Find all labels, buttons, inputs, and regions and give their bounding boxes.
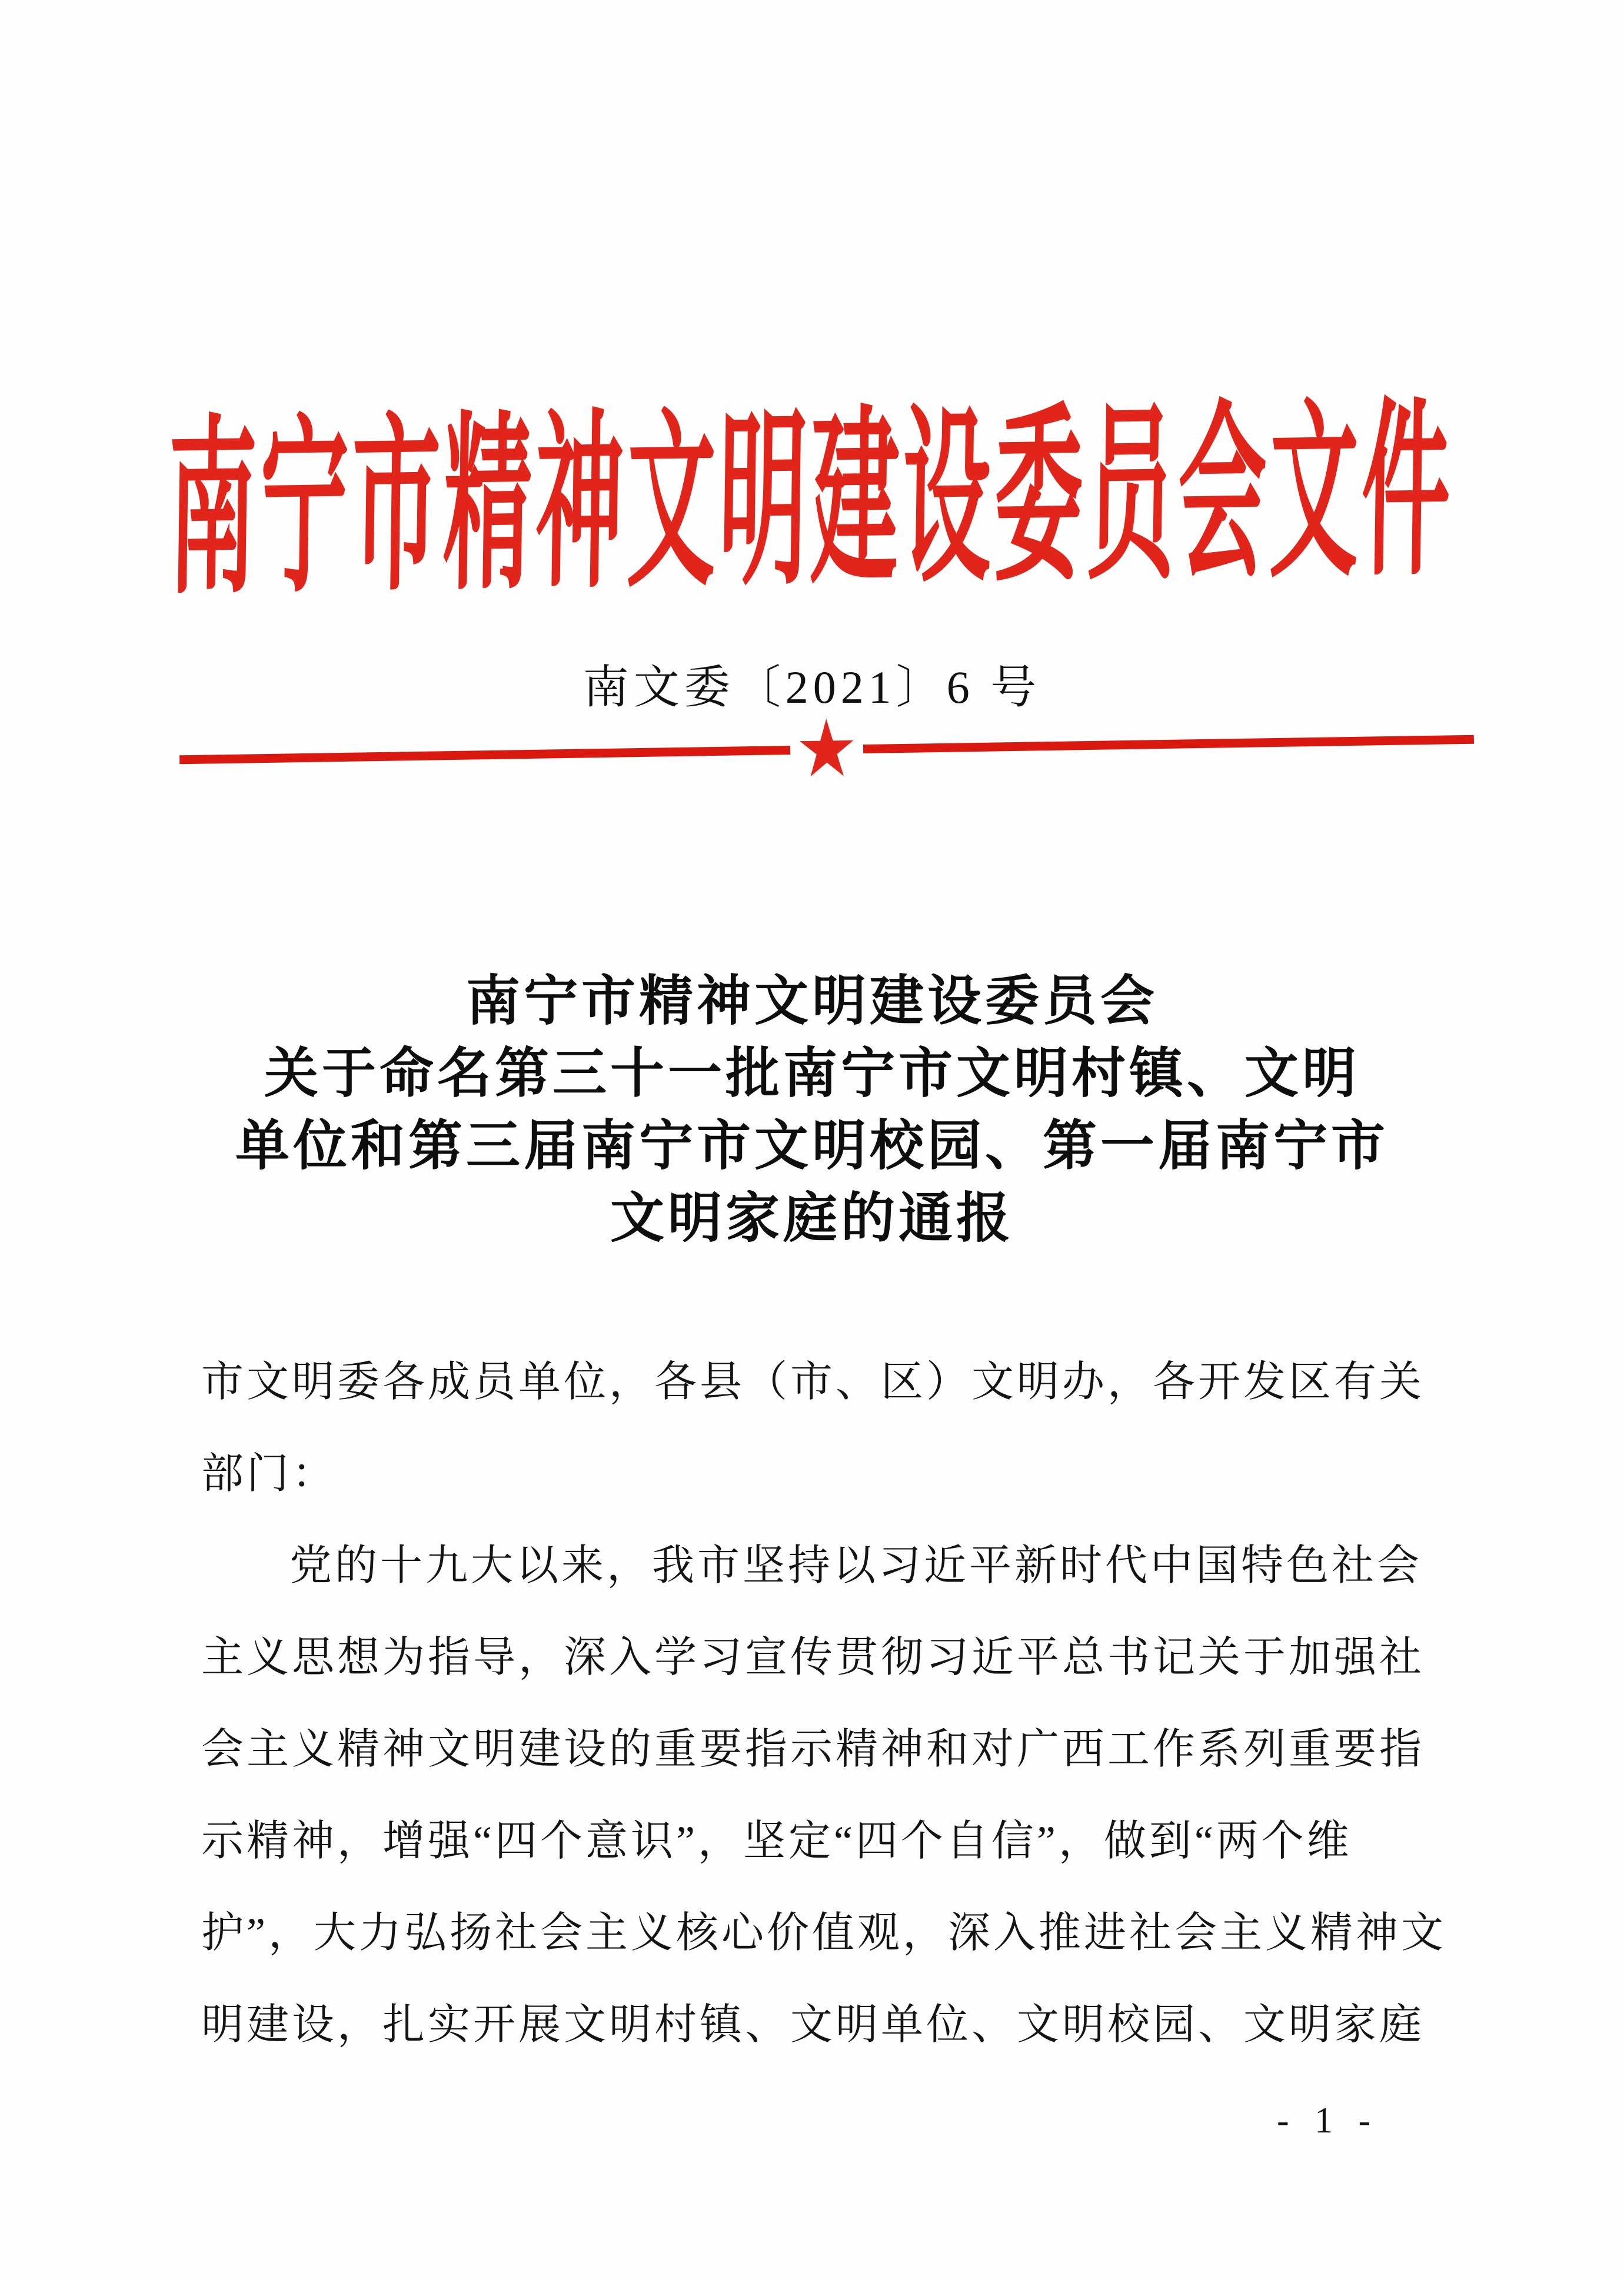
body-text-line: 示精神，增强“四个意识”，坚定“四个自信”，做到“两个维 (201, 1818, 1352, 1865)
document-title-line: 关于命名第三十一批南宁市文明村镇、文明 (264, 1044, 1360, 1104)
divider-line-right (863, 735, 1474, 753)
body-text-line: 会主义精神文明建设的重要指示精神和对广西工作系列重要指 (201, 1726, 1425, 1773)
document-masthead-title: 南宁市精神文明建设委员会文件 (167, 387, 1455, 617)
document-title-line: 南宁市精神文明建设委员会 (465, 971, 1158, 1031)
salutation-line: 部门： (201, 1450, 338, 1497)
document-title-line: 文明家庭的通报 (610, 1188, 1014, 1248)
document-body (201, 1336, 1446, 2071)
body-text-line: 明建设，扎实开展文明村镇、文明单位、文明校园、文明家庭 (201, 2001, 1425, 2048)
body-text-line: 护”，大力弘扬社会主义核心价值观，深入推进社会主义精神文 (201, 1909, 1446, 1956)
document-title-line: 单位和第三届南宁市文明校园、第一届南宁市 (235, 1116, 1389, 1176)
masthead-divider (179, 707, 1474, 792)
body-text-line: 党的十九大以来，我市坚持以习近平新时代中国特色社会 (289, 1542, 1423, 1589)
red-star-icon (798, 717, 856, 781)
divider-line-left (179, 745, 790, 763)
body-text-line: 主义思想为指导，深入学习宣传贯彻习近平总书记关于加强社 (201, 1634, 1425, 1681)
document-reference-number: 南文委〔2021〕6 号 (583, 662, 1041, 713)
salutation-line: 市文明委各成员单位，各县（市、区）文明办，各开发区有关 (201, 1358, 1425, 1406)
page-number: - 1 - (1277, 2101, 1379, 2141)
document-title (0, 965, 1624, 1255)
